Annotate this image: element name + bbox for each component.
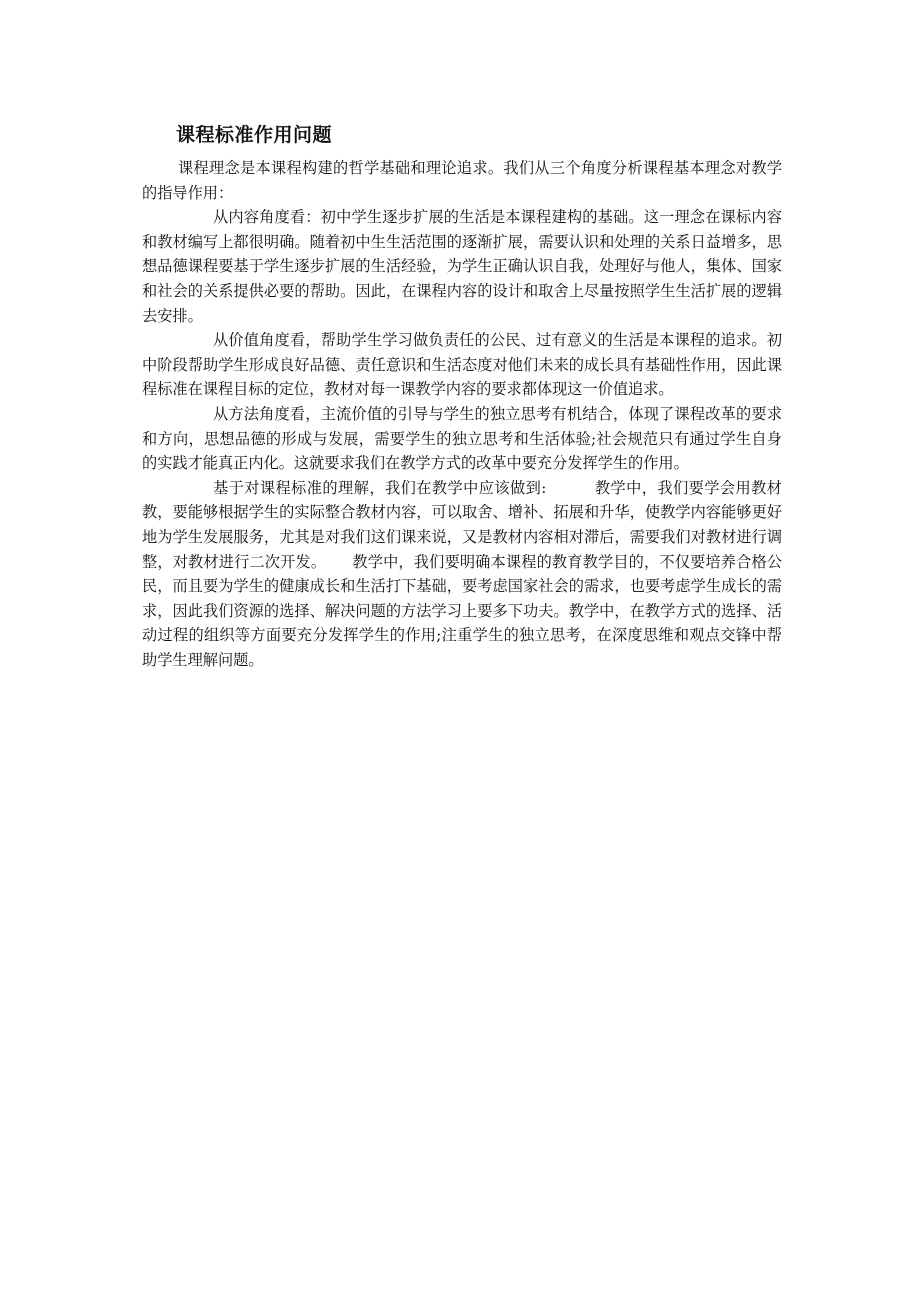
practice-paragraph-lead: 基于对课程标准的理解，我们在教学中应该做到: [213, 478, 547, 497]
intro-paragraph: 课程理念是本课程构建的哲学基础和理论追求。我们从三个角度分析课程基本理念对教学的指导作用： [142, 159, 782, 202]
practice-point-goals-methods: 教学中，我们要明确本课程的教育教学目的，不仅要培养合格公民，而且要为学生的健康成长和生活打下基础，要考虑国家社会的需求，也要考虑学生成长的需求，因此我们资源的选择、解决问题的方法学习上要多下功夫。教学中，在教学方式的选择、活动过程的组织等方面要充分发挥学生的作用;注重学生的独立思考，在深度思维和观点交锋中帮助学生理解问题。 [142, 552, 783, 669]
method-perspective-paragraph: 从方法角度看，主流价值的引导与学生的独立思考有机结合，体现了课程改革的要求和方向，思想品德的形成与发展，需要学生的独立思考和生活体验;社会规范只有通过学生自身的实践才能真正内化。这就要求我们在教学方式的改革中要充分发挥学生的作用。 [142, 404, 782, 473]
practice-paragraph [142, 476, 782, 673]
document-title: 课程标准作用问题 [176, 124, 333, 146]
content-perspective-paragraph: 从内容角度看：初中学生逐步扩展的生活是本课程建构的基础。这一理念在课标内容和教材编写上都很明确。随着初中生生活范围的逐渐扩展，需要认识和处理的关系日益增多，思想品德课程要基于学生逐步扩展的生活经验，为学生正确认识自我，处理好与他人，集体、国家和社会的关系提供必要的帮助。因此，在课程内容的设计和取舍上尽量按照学生生活扩展的逻辑去安排。 [142, 208, 782, 325]
value-perspective-paragraph: 从价值角度看，帮助学生学习做负责任的公民、过有意义的生活是本课程的追求。初中阶段帮助学生形成良好品德、责任意识和生活态度对他们未来的成长具有基础性作用，因此课程标准在课程目标的定位，教材对每一课教学内容的要求都体现这一价值追求。 [142, 331, 782, 399]
practice-point-textbook: 教学中，我们要学会用教材教，要能够根据学生的实际整合教材内容，可以取舍、增补、拓展和升华，使教学内容能够更好地为学生发展服务，尤其是对我们这们课来说，又是教材内容相对滞后，需要我们对教材进行调整，对教材进行二次开发。 [142, 478, 782, 571]
document-body [142, 118, 782, 672]
